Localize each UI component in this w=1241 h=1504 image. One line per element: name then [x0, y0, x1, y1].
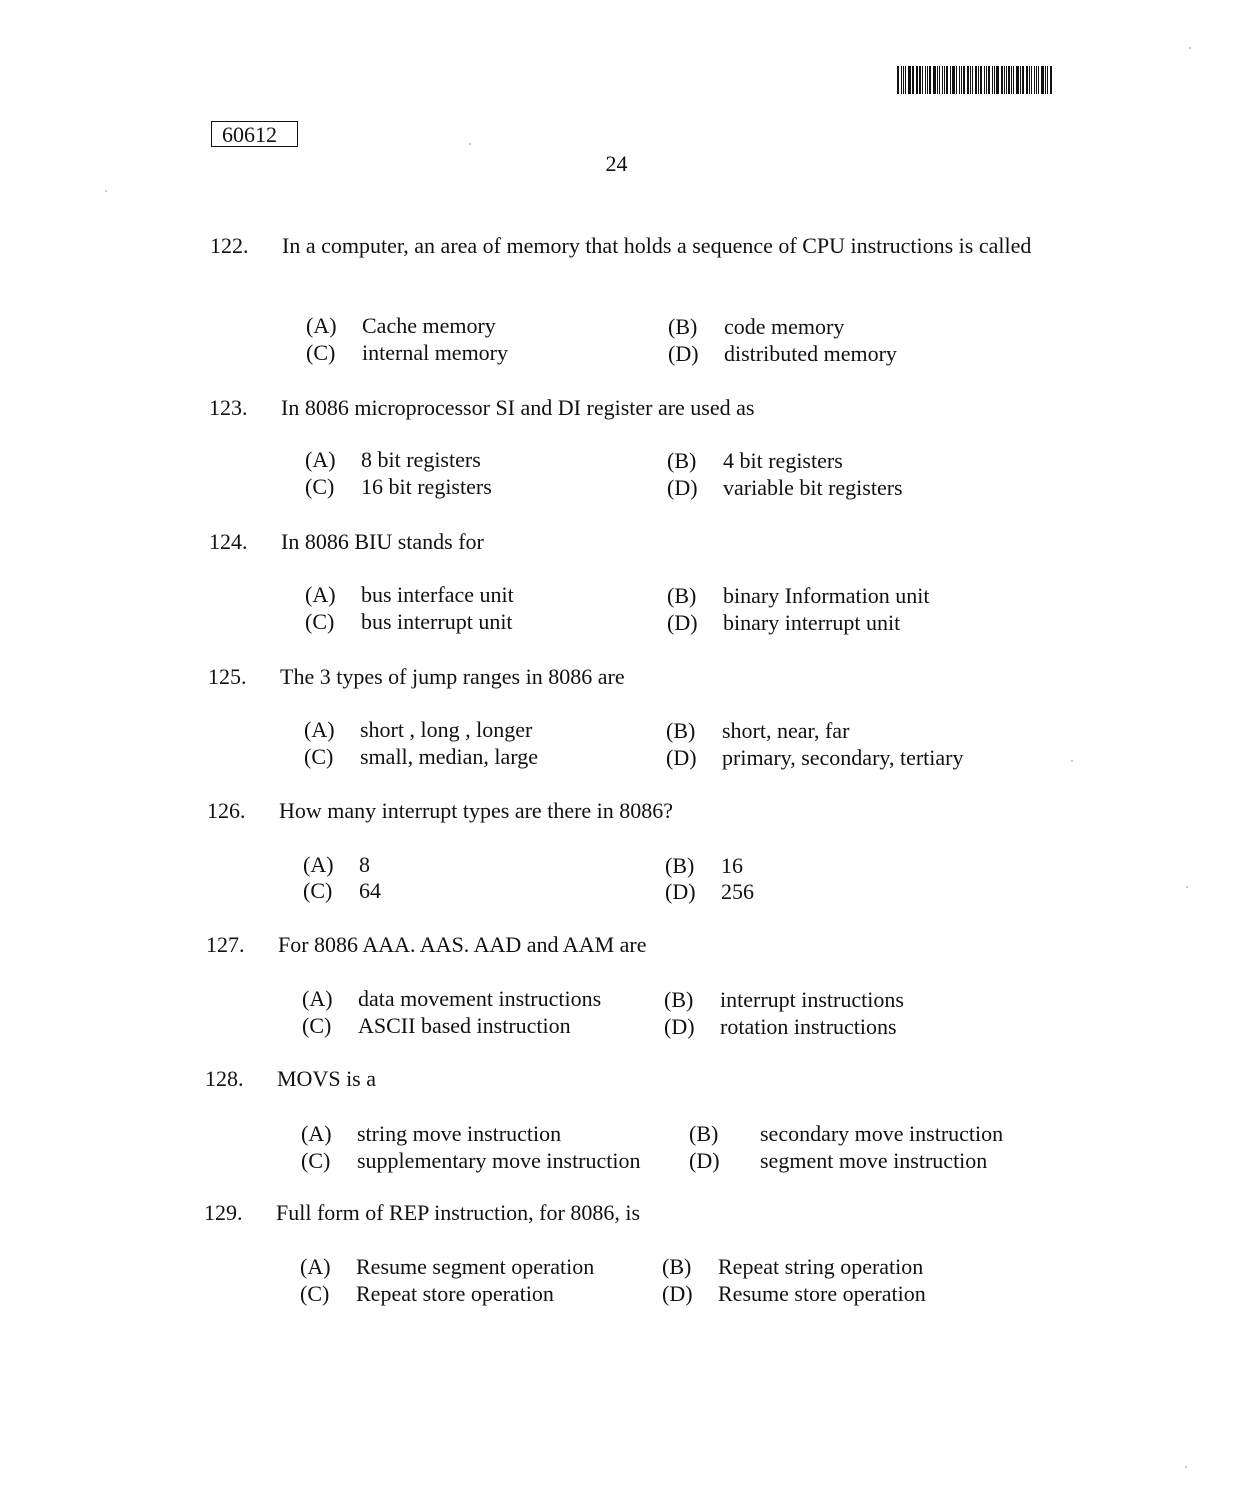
barcode-bar [1047, 66, 1048, 94]
option-label: (C) [302, 1013, 332, 1038]
barcode [897, 66, 1053, 94]
option-d [668, 341, 897, 366]
option-label: (A) [304, 717, 335, 742]
question-text: For 8086 AAA. AAS. AAD and AAM are [278, 932, 647, 957]
option-label: (B) [666, 718, 696, 743]
option-d [664, 1014, 897, 1039]
option-text: bus interface unit [361, 582, 514, 607]
barcode-bar [1034, 66, 1035, 94]
option-b [666, 718, 849, 743]
barcode-bar [937, 66, 938, 94]
option-label: (A) [302, 986, 333, 1011]
barcode-bar [939, 66, 940, 94]
option-label: (A) [303, 852, 334, 877]
paper-code-box [211, 121, 298, 147]
option-label: (A) [305, 447, 336, 472]
barcode-bar [1050, 66, 1052, 94]
barcode-bar [897, 66, 899, 94]
barcode-bar [929, 66, 931, 94]
barcode-bar [967, 66, 969, 94]
option-label: (A) [305, 582, 336, 607]
option-text: rotation instructions [720, 1014, 897, 1039]
option-d [689, 1148, 987, 1173]
option-label: (B) [667, 448, 697, 473]
option-c [305, 474, 492, 499]
option-a [301, 1121, 561, 1146]
option-text: binary interrupt unit [723, 610, 901, 635]
option-label: (A) [300, 1254, 331, 1279]
option-c [302, 1013, 571, 1038]
barcode-bar [922, 66, 923, 94]
option-text: internal memory [362, 340, 509, 365]
question-number: 123. [209, 395, 248, 420]
option-c [300, 1281, 554, 1306]
option-b [665, 853, 743, 878]
option-a [302, 986, 601, 1011]
barcode-bar [978, 66, 979, 94]
option-text: Repeat store operation [356, 1281, 554, 1306]
barcode-bar [1029, 66, 1030, 94]
barcode-bar [975, 66, 978, 94]
barcode-bar [952, 66, 955, 94]
option-label: (A) [301, 1121, 332, 1146]
option-text: short, near, far [722, 718, 850, 743]
option-label: (C) [304, 744, 334, 769]
option-text: 256 [721, 879, 754, 904]
option-text: primary, secondary, tertiary [722, 745, 964, 770]
barcode-bar [959, 66, 960, 94]
barcode-bar [1026, 66, 1028, 94]
option-text: small, median, large [360, 744, 538, 769]
barcode-bar [905, 66, 906, 94]
question-number: 128. [205, 1066, 244, 1091]
question-text: In 8086 microprocessor SI and DI register are used as [281, 395, 755, 420]
barcode-bar [1031, 66, 1032, 94]
option-text: Resume segment operation [356, 1254, 595, 1279]
barcode-bar [927, 66, 928, 94]
question-text: MOVS is a [277, 1066, 377, 1091]
option-label: (C) [306, 340, 336, 365]
question-number: 126. [207, 798, 246, 823]
option-label: (D) [666, 745, 697, 770]
question-number: 122. [210, 233, 249, 258]
barcode-bar [919, 66, 921, 94]
option-text: segment move instruction [760, 1148, 988, 1173]
option-b [664, 987, 904, 1012]
barcode-bar [988, 66, 990, 94]
option-a [305, 582, 514, 607]
option-a [303, 852, 370, 877]
question-text: Full form of REP instruction, for 8086, is [276, 1200, 641, 1225]
scan-speck [1186, 886, 1188, 888]
option-label: (B) [689, 1121, 719, 1146]
scan-speck [469, 143, 471, 145]
barcode-bar [961, 66, 962, 94]
paper-code: 60612 [222, 122, 277, 147]
option-text: short , long , longer [360, 717, 533, 742]
question-text: How many interrupt types are there in 8086? [279, 798, 674, 823]
scan-speck [1189, 47, 1191, 49]
option-text: ASCII based instruction [358, 1013, 571, 1038]
option-c [305, 609, 513, 634]
question-number: 125. [208, 664, 247, 689]
option-text: 8 [359, 852, 370, 877]
option-label: (D) [662, 1281, 693, 1306]
barcode-bar [980, 66, 982, 94]
barcode-bar [1022, 66, 1024, 94]
option-c [303, 878, 381, 903]
question-text: In a computer, an area of memory that holds a sequence of CPU instructions is called [282, 233, 1032, 258]
option-label: (A) [306, 313, 337, 338]
question-text: In 8086 BIU stands for [281, 529, 484, 554]
option-c [304, 744, 538, 769]
barcode-bar [986, 66, 987, 94]
option-d [667, 475, 903, 500]
option-label: (B) [668, 314, 698, 339]
option-b [668, 314, 844, 339]
barcode-bar [1036, 66, 1038, 94]
barcode-bar [942, 66, 943, 94]
option-text: distributed memory [724, 341, 897, 366]
barcode-bar [984, 66, 985, 94]
barcode-bar [901, 66, 902, 94]
option-a [300, 1254, 594, 1279]
barcode-bar [1004, 66, 1005, 94]
question-number: 124. [209, 529, 248, 554]
option-label: (C) [301, 1148, 331, 1173]
option-d [667, 610, 900, 635]
option-b [662, 1254, 923, 1279]
barcode-bar [1045, 66, 1046, 94]
option-label: (D) [667, 610, 698, 635]
barcode-bar [1011, 66, 1012, 94]
option-d [666, 745, 963, 770]
barcode-bar [944, 66, 946, 94]
option-b [667, 448, 843, 473]
option-label: (B) [662, 1254, 692, 1279]
option-a [306, 313, 496, 338]
page-number: 24 [605, 151, 628, 176]
barcode-bar [916, 66, 918, 94]
barcode-bar [912, 66, 913, 94]
barcode-bar [903, 66, 904, 94]
option-b [667, 583, 930, 608]
barcode-bar [1008, 66, 1010, 94]
option-label: (D) [665, 879, 696, 904]
barcode-bar [1038, 66, 1039, 94]
barcode-bar [925, 66, 926, 94]
scan-speck [1071, 760, 1073, 762]
option-text: variable bit registers [723, 475, 903, 500]
barcode-bar [996, 66, 999, 94]
scan-speck [105, 190, 107, 192]
option-text: Repeat string operation [718, 1254, 924, 1279]
question-number: 129. [204, 1200, 243, 1225]
barcode-bar [1020, 66, 1021, 94]
barcode-bar [956, 66, 957, 94]
option-text: interrupt instructions [720, 987, 904, 1012]
option-text: Resume store operation [718, 1281, 926, 1306]
barcode-bar [950, 66, 951, 94]
option-text: 64 [359, 878, 381, 903]
option-text: 16 bit registers [361, 474, 492, 499]
option-label: (C) [303, 878, 333, 903]
barcode-bar [913, 66, 914, 94]
barcode-bar [908, 66, 911, 94]
option-d [662, 1281, 926, 1306]
barcode-bar [972, 66, 973, 94]
option-text: 8 bit registers [361, 447, 481, 472]
option-a [305, 447, 481, 472]
option-label: (D) [668, 341, 699, 366]
barcode-bar [1041, 66, 1044, 94]
barcode-bar [1016, 66, 1019, 94]
scan-speck [1185, 1466, 1187, 1468]
option-text: data movement instructions [358, 986, 602, 1011]
option-label: (D) [689, 1148, 720, 1173]
barcode-bar [946, 66, 948, 94]
option-text: binary Information unit [723, 583, 930, 608]
option-text: 4 bit registers [723, 448, 843, 473]
barcode-bar [1006, 66, 1007, 94]
option-text: bus interrupt unit [361, 609, 513, 634]
option-text: code memory [724, 314, 845, 339]
option-label: (B) [664, 987, 694, 1012]
option-label: (D) [667, 475, 698, 500]
option-text: Cache memory [362, 313, 496, 338]
barcode-bar [992, 66, 993, 94]
option-text: secondary move instruction [760, 1121, 1004, 1146]
option-label: (B) [667, 583, 697, 608]
barcode-bar [1013, 66, 1014, 94]
barcode-bar [1001, 66, 1003, 94]
question-text: The 3 types of jump ranges in 8086 are [280, 664, 625, 689]
option-text: 16 [721, 853, 743, 878]
barcode-bar [970, 66, 971, 94]
option-a [304, 717, 532, 742]
option-b [689, 1121, 1003, 1146]
option-label: (B) [665, 853, 695, 878]
option-d [665, 879, 754, 904]
option-label: (C) [305, 474, 335, 499]
question-number: 127. [206, 932, 245, 957]
barcode-bar [963, 66, 965, 94]
option-text: supplementary move instruction [357, 1148, 641, 1173]
option-c [306, 340, 508, 365]
option-label: (D) [664, 1014, 695, 1039]
barcode-bar [933, 66, 936, 94]
barcode-bar [994, 66, 995, 94]
option-label: (C) [300, 1281, 330, 1306]
option-text: string move instruction [357, 1121, 562, 1146]
option-c [301, 1148, 641, 1173]
option-label: (C) [305, 609, 335, 634]
